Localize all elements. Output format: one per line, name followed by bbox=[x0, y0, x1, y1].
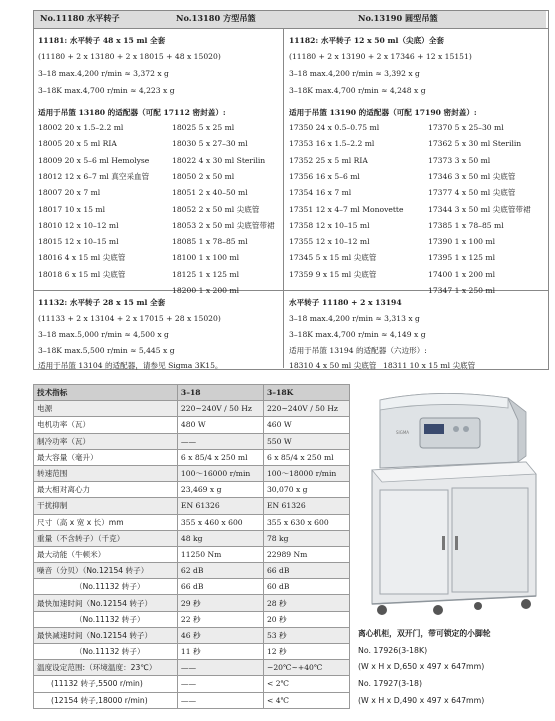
spec-row bbox=[34, 449, 350, 465]
spec-value-3-18k bbox=[263, 579, 349, 595]
speed-line-3-18: 3–18 max.4,200 r/min ≈ 3,372 x g bbox=[38, 69, 169, 78]
adapter-item: 17395 1 x 125 ml bbox=[428, 253, 496, 263]
spec-text: 11 秒 bbox=[180, 647, 201, 657]
spec-row bbox=[34, 595, 350, 611]
spec-text: 11250 Nm bbox=[180, 549, 222, 559]
centrifuge-icon bbox=[380, 393, 526, 468]
spec-text: 制冷功率（瓦） bbox=[37, 436, 91, 446]
cabinet-dim-1: (W x H x D,650 x 497 x 647mm) bbox=[358, 662, 485, 671]
spec-value-3-18 bbox=[177, 498, 263, 514]
adapter-item: 17390 1 x 100 ml bbox=[428, 237, 496, 247]
spec-text: 550 W bbox=[266, 436, 292, 446]
spec-text: 66 dB bbox=[180, 582, 204, 592]
spec-label bbox=[34, 385, 178, 401]
spec-text: 3–18 bbox=[180, 388, 201, 398]
spec-row bbox=[34, 530, 350, 546]
spec-text: 技术指标 bbox=[37, 388, 68, 398]
adapter-item: 18025 5 x 25 ml bbox=[172, 123, 235, 132]
adapter-item: 18009 20 x 5–6 ml Hemolyse bbox=[38, 155, 150, 165]
spec-value-3-18k bbox=[263, 676, 349, 692]
spec-text: 最大动能（牛顿米） bbox=[37, 549, 106, 559]
spec-text: 480 W bbox=[180, 420, 206, 430]
adapter-item: 17352 25 x 5 ml RIA bbox=[289, 155, 368, 165]
spec-text: 30,070 x g bbox=[266, 485, 308, 495]
adapter-item: 18125 1 x 125 ml bbox=[172, 269, 240, 279]
adapter-item: 18050 2 x 50 ml bbox=[172, 171, 235, 181]
adapter-item: 18007 20 x 7 ml bbox=[38, 188, 101, 198]
adapter-item: 17362 5 x 30 ml Sterilin bbox=[428, 139, 522, 149]
spec-text: 29 秒 bbox=[180, 598, 201, 608]
adapter-item: 18051 2 x 40–50 ml bbox=[172, 188, 248, 198]
adapters-title: 适用于吊篮 13180 的适配器（可配 17112 密封盖）: bbox=[38, 108, 226, 117]
spec-text: < 2℃ bbox=[266, 679, 290, 689]
adapter-item: 17354 16 x 7 ml bbox=[289, 188, 352, 198]
adapter-item: 17359 9 x 15 ml 尖底管 bbox=[289, 269, 377, 279]
spec-label bbox=[34, 644, 178, 660]
adapter-item: 17370 5 x 25–30 ml bbox=[428, 123, 504, 132]
spec-value-3-18k bbox=[263, 417, 349, 433]
spec-text: 转速范围 bbox=[37, 469, 68, 479]
spec-row bbox=[34, 644, 350, 660]
spec-row bbox=[34, 433, 350, 449]
section-title: 11181: 水平转子 48 x 15 ml 全套 bbox=[38, 36, 166, 45]
spec-label bbox=[34, 563, 178, 579]
adapter-item: 18200 1 x 200 ml bbox=[172, 286, 240, 295]
spec-value-3-18 bbox=[177, 660, 263, 676]
spec-text: 220~240V / 50 Hz bbox=[180, 404, 252, 414]
spec-text: 尺寸（高 x 宽 x 长）mm bbox=[37, 517, 124, 527]
header-round-bucket: No.13190 圆型吊篮 bbox=[358, 13, 438, 23]
section-note: 适用于吊篮 13104 的适配器，请参见 Sigma 3K15。 bbox=[38, 361, 223, 370]
spec-value-3-18k bbox=[263, 385, 349, 401]
spec-value-3-18k bbox=[263, 530, 349, 546]
spec-value-3-18k bbox=[263, 498, 349, 514]
spec-text: —— bbox=[180, 679, 197, 689]
cabinet-title: 离心机柜，双开门，带可锁定的小脚轮 bbox=[358, 629, 491, 638]
adapter-item: 17350 24 x 0.5–0.75 ml bbox=[289, 123, 380, 132]
spec-row bbox=[34, 465, 350, 481]
spec-text: EN 61326 bbox=[180, 501, 220, 511]
spec-label bbox=[34, 595, 178, 611]
spec-row bbox=[34, 498, 350, 514]
cabinet-dim-2: (W x H x D,490 x 497 x 647mm) bbox=[358, 696, 485, 705]
spec-text: 23,469 x g bbox=[180, 485, 222, 495]
adapter-item: 18005 20 x 5 ml RIA bbox=[38, 139, 117, 149]
adapter-item: 18022 4 x 30 ml Sterilin bbox=[172, 155, 266, 165]
svg-text:SIGMA: SIGMA bbox=[396, 430, 410, 435]
spec-value-3-18k bbox=[263, 660, 349, 676]
spec-value-3-18 bbox=[177, 530, 263, 546]
spec-text: (12154 转子,18000 r/min) bbox=[51, 695, 148, 705]
adapter-item: 18053 2 x 50 ml 尖底管带裙 bbox=[172, 220, 275, 230]
spec-text: 100～18000 r/min bbox=[266, 469, 337, 479]
spec-value-3-18 bbox=[177, 433, 263, 449]
spec-label bbox=[34, 627, 178, 643]
adapter-item: 18085 1 x 78–85 ml bbox=[172, 237, 248, 247]
spec-text: 重量（不含转子）（千克） bbox=[37, 533, 125, 543]
adapter-item: 17355 12 x 10–12 ml bbox=[289, 237, 370, 247]
section-title: 水平转子 11180 + 2 x 13194 bbox=[289, 298, 402, 307]
spec-text: 最快减速时间（No.12154 转子） bbox=[37, 630, 153, 640]
spec-value-3-18 bbox=[177, 563, 263, 579]
speed-line-3-18k: 3–18K max.4,700 r/min ≈ 4,248 x g bbox=[289, 86, 426, 95]
centrifuge-cabinet-image bbox=[358, 390, 543, 622]
spec-text: 48 kg bbox=[180, 533, 203, 543]
spec-label bbox=[34, 611, 178, 627]
spec-label bbox=[34, 579, 178, 595]
section-subtitle: (11180 + 2 x 13180 + 2 x 18015 + 48 x 15020) bbox=[38, 52, 221, 61]
spec-text: 电机功率（瓦） bbox=[37, 420, 91, 430]
spec-text: 最大相对离心力 bbox=[37, 485, 91, 495]
spec-text: 460 W bbox=[266, 420, 292, 430]
adapter-item: 17345 5 x 15 ml 尖底管 bbox=[289, 253, 377, 263]
spec-value-3-18 bbox=[177, 385, 263, 401]
spec-text: 20 秒 bbox=[266, 614, 287, 624]
spec-table bbox=[33, 384, 350, 709]
spec-row bbox=[34, 579, 350, 595]
spec-text: 6 x 85/4 x 250 ml bbox=[266, 452, 334, 462]
spec-value-3-18 bbox=[177, 514, 263, 530]
cabinet-model-1: No. 17926(3-18K) bbox=[358, 646, 428, 655]
spec-text: 最快加速时间（No.12154 转子） bbox=[37, 598, 153, 608]
spec-row bbox=[34, 401, 350, 417]
spec-label bbox=[34, 498, 178, 514]
adapter-item: 17373 3 x 50 ml bbox=[428, 155, 491, 165]
spec-value-3-18 bbox=[177, 611, 263, 627]
spec-label bbox=[34, 465, 178, 481]
adapter-item: 17353 16 x 1.5–2.2 ml bbox=[289, 139, 375, 149]
spec-value-3-18k bbox=[263, 563, 349, 579]
spec-value-3-18 bbox=[177, 546, 263, 562]
spec-value-3-18k bbox=[263, 611, 349, 627]
header-square-bucket: No.13180 方型吊篮 bbox=[176, 13, 256, 23]
spec-row bbox=[34, 611, 350, 627]
adapter-item: 18018 6 x 15 ml 尖底管 bbox=[38, 269, 126, 279]
spec-value-3-18k bbox=[263, 514, 349, 530]
spec-label bbox=[34, 401, 178, 417]
adapter-item: 17347 1 x 250 ml bbox=[428, 286, 496, 295]
spec-value-3-18k bbox=[263, 401, 349, 417]
spec-value-3-18 bbox=[177, 579, 263, 595]
spec-value-3-18 bbox=[177, 627, 263, 643]
spec-text: 78 kg bbox=[266, 533, 289, 543]
spec-value-3-18 bbox=[177, 595, 263, 611]
adapter-item: 18016 4 x 15 ml 尖底管 bbox=[38, 253, 126, 263]
spec-label bbox=[34, 660, 178, 676]
speed-line-3-18: 3–18 max.5,000 r/min ≈ 4,500 x g bbox=[38, 330, 169, 339]
spec-value-3-18k bbox=[263, 546, 349, 562]
spec-text: 220~240V / 50 Hz bbox=[266, 404, 338, 414]
section-title: 11182: 水平转子 12 x 50 ml（尖底）全套 bbox=[289, 36, 444, 45]
spec-text: −20℃~+40℃ bbox=[266, 663, 323, 673]
spec-value-3-18 bbox=[177, 676, 263, 692]
adapter-item: 17358 12 x 10–15 ml bbox=[289, 220, 370, 230]
spec-value-3-18 bbox=[177, 449, 263, 465]
adapter-item: 18052 2 x 50 ml 尖底管 bbox=[172, 204, 260, 214]
spec-row bbox=[34, 546, 350, 562]
spec-text: 22989 Nm bbox=[266, 549, 308, 559]
section-title: 11132: 水平转子 28 x 15 ml 全套 bbox=[38, 298, 166, 307]
adapter-item: 18010 12 x 10–12 ml bbox=[38, 220, 119, 230]
spec-text: 干扰抑制 bbox=[37, 501, 68, 511]
spec-text: (11132 转子,5500 r/min) bbox=[51, 679, 143, 689]
adapter-item: 18012 12 x 6–7 ml 真空采血管 bbox=[38, 171, 150, 181]
adapter-item: 18310 4 x 50 ml 尖底管 bbox=[289, 361, 377, 370]
spec-label bbox=[34, 692, 178, 708]
spec-text: （No.11132 转子） bbox=[75, 647, 145, 657]
adapter-item: 17400 1 x 200 ml bbox=[428, 269, 496, 279]
spec-text: EN 61326 bbox=[266, 501, 306, 511]
spec-value-3-18 bbox=[177, 417, 263, 433]
spec-value-3-18k bbox=[263, 692, 349, 708]
spec-label bbox=[34, 433, 178, 449]
spec-text: —— bbox=[180, 436, 197, 446]
spec-row bbox=[34, 514, 350, 530]
adapter-item: 17356 16 x 5–6 ml bbox=[289, 171, 360, 181]
spec-row bbox=[34, 482, 350, 498]
speed-line-3-18k: 3–18K max.4,700 r/min ≈ 4,223 x g bbox=[38, 86, 175, 95]
spec-text: 22 秒 bbox=[180, 614, 201, 624]
adapter-item: 18100 1 x 100 ml bbox=[172, 253, 240, 263]
spec-text: —— bbox=[180, 663, 197, 673]
header-horizontal-rotor: No.11180 水平转子 bbox=[40, 13, 120, 23]
spec-text: 温度设定范围:（环境温度：23℃） bbox=[37, 663, 157, 673]
spec-text: 电源 bbox=[37, 404, 53, 414]
spec-text: 60 dB bbox=[266, 582, 290, 592]
spec-label bbox=[34, 676, 178, 692]
spec-label bbox=[34, 514, 178, 530]
header-divider bbox=[33, 28, 549, 29]
spec-row bbox=[34, 692, 350, 708]
adapter-item: 18311 10 x 15 ml 尖底管 bbox=[383, 361, 476, 370]
column-divider bbox=[283, 28, 284, 368]
spec-label bbox=[34, 482, 178, 498]
spec-text: < 4℃ bbox=[266, 695, 290, 705]
speed-line-3-18k: 3–18K max.5,500 r/min ≈ 5,445 x g bbox=[38, 346, 175, 355]
spec-value-3-18k bbox=[263, 482, 349, 498]
spec-text: 46 秒 bbox=[180, 630, 201, 640]
adapter-item: 18015 12 x 10–15 ml bbox=[38, 237, 119, 247]
spec-value-3-18k bbox=[263, 595, 349, 611]
spec-text: —— bbox=[180, 695, 197, 705]
spec-text: 355 x 630 x 600 bbox=[266, 517, 329, 527]
cabinet-model-2: No. 17927(3-18) bbox=[358, 679, 423, 688]
spec-label bbox=[34, 546, 178, 562]
adapter-item: 18002 20 x 1.5–2.2 ml bbox=[38, 123, 124, 132]
spec-text: 355 x 460 x 600 bbox=[180, 517, 243, 527]
spec-text: （No.11132 转子） bbox=[75, 614, 145, 624]
spec-value-3-18k bbox=[263, 465, 349, 481]
spec-row bbox=[34, 676, 350, 692]
adapter-item: 17351 12 x 4–7 ml Monovette bbox=[289, 204, 404, 214]
spec-text: 62 dB bbox=[180, 566, 204, 576]
spec-label bbox=[34, 530, 178, 546]
spec-text: 66 dB bbox=[266, 566, 290, 576]
adapter-item: 18030 5 x 27–30 ml bbox=[172, 139, 248, 149]
spec-value-3-18k bbox=[263, 627, 349, 643]
spec-text: 100～16000 r/min bbox=[180, 469, 251, 479]
adapter-item: 18017 10 x 15 ml bbox=[38, 204, 106, 214]
spec-text: 3–18K bbox=[266, 388, 294, 398]
spec-value-3-18k bbox=[263, 644, 349, 660]
adapter-item: 17377 4 x 50 ml 尖底管 bbox=[428, 188, 516, 198]
spec-value-3-18 bbox=[177, 482, 263, 498]
speed-line-3-18: 3–18 max.4,200 r/min ≈ 3,313 x g bbox=[289, 314, 420, 323]
spec-value-3-18 bbox=[177, 401, 263, 417]
spec-text: 噪音（分贝）（No.12154 转子） bbox=[37, 566, 149, 576]
spec-value-3-18 bbox=[177, 465, 263, 481]
speed-line-3-18k: 3–18K max.4,700 r/min ≈ 4,149 x g bbox=[289, 330, 426, 339]
spec-text: 28 秒 bbox=[266, 598, 287, 608]
spec-row bbox=[34, 627, 350, 643]
adapters-title: 适用于吊篮 13194 的适配器（六边形）: bbox=[289, 346, 427, 355]
spec-label bbox=[34, 417, 178, 433]
spec-header-row bbox=[34, 385, 350, 401]
speed-line-3-18: 3–18 max.4,200 r/min ≈ 3,392 x g bbox=[289, 69, 420, 78]
adapter-item: 17346 3 x 50 ml 尖底管 bbox=[428, 171, 516, 181]
spec-row bbox=[34, 563, 350, 579]
spec-value-3-18k bbox=[263, 433, 349, 449]
spec-text: 53 秒 bbox=[266, 630, 287, 640]
spec-text: （No.11132 转子） bbox=[75, 582, 145, 592]
spec-text: 12 秒 bbox=[266, 647, 287, 657]
spec-row bbox=[34, 660, 350, 676]
spec-value-3-18 bbox=[177, 644, 263, 660]
section-subtitle: (11133 + 2 x 13104 + 2 x 17015 + 28 x 15020) bbox=[38, 314, 221, 323]
spec-value-3-18 bbox=[177, 692, 263, 708]
spec-text: 6 x 85/4 x 250 ml bbox=[180, 452, 248, 462]
spec-text: 最大容量（毫升） bbox=[37, 452, 98, 462]
adapters-title: 适用于吊篮 13190 的适配器（可配 17190 密封盖）: bbox=[289, 108, 477, 117]
cabinet-icon bbox=[372, 462, 536, 615]
spec-label bbox=[34, 449, 178, 465]
spec-value-3-18k bbox=[263, 449, 349, 465]
adapter-item: 17385 1 x 78–85 ml bbox=[428, 220, 504, 230]
section-subtitle: (11180 + 2 x 13190 + 2 x 17346 + 12 x 15151) bbox=[289, 52, 472, 61]
adapter-item: 17344 3 x 50 ml 尖底管带裙 bbox=[428, 204, 531, 214]
spec-row bbox=[34, 417, 350, 433]
